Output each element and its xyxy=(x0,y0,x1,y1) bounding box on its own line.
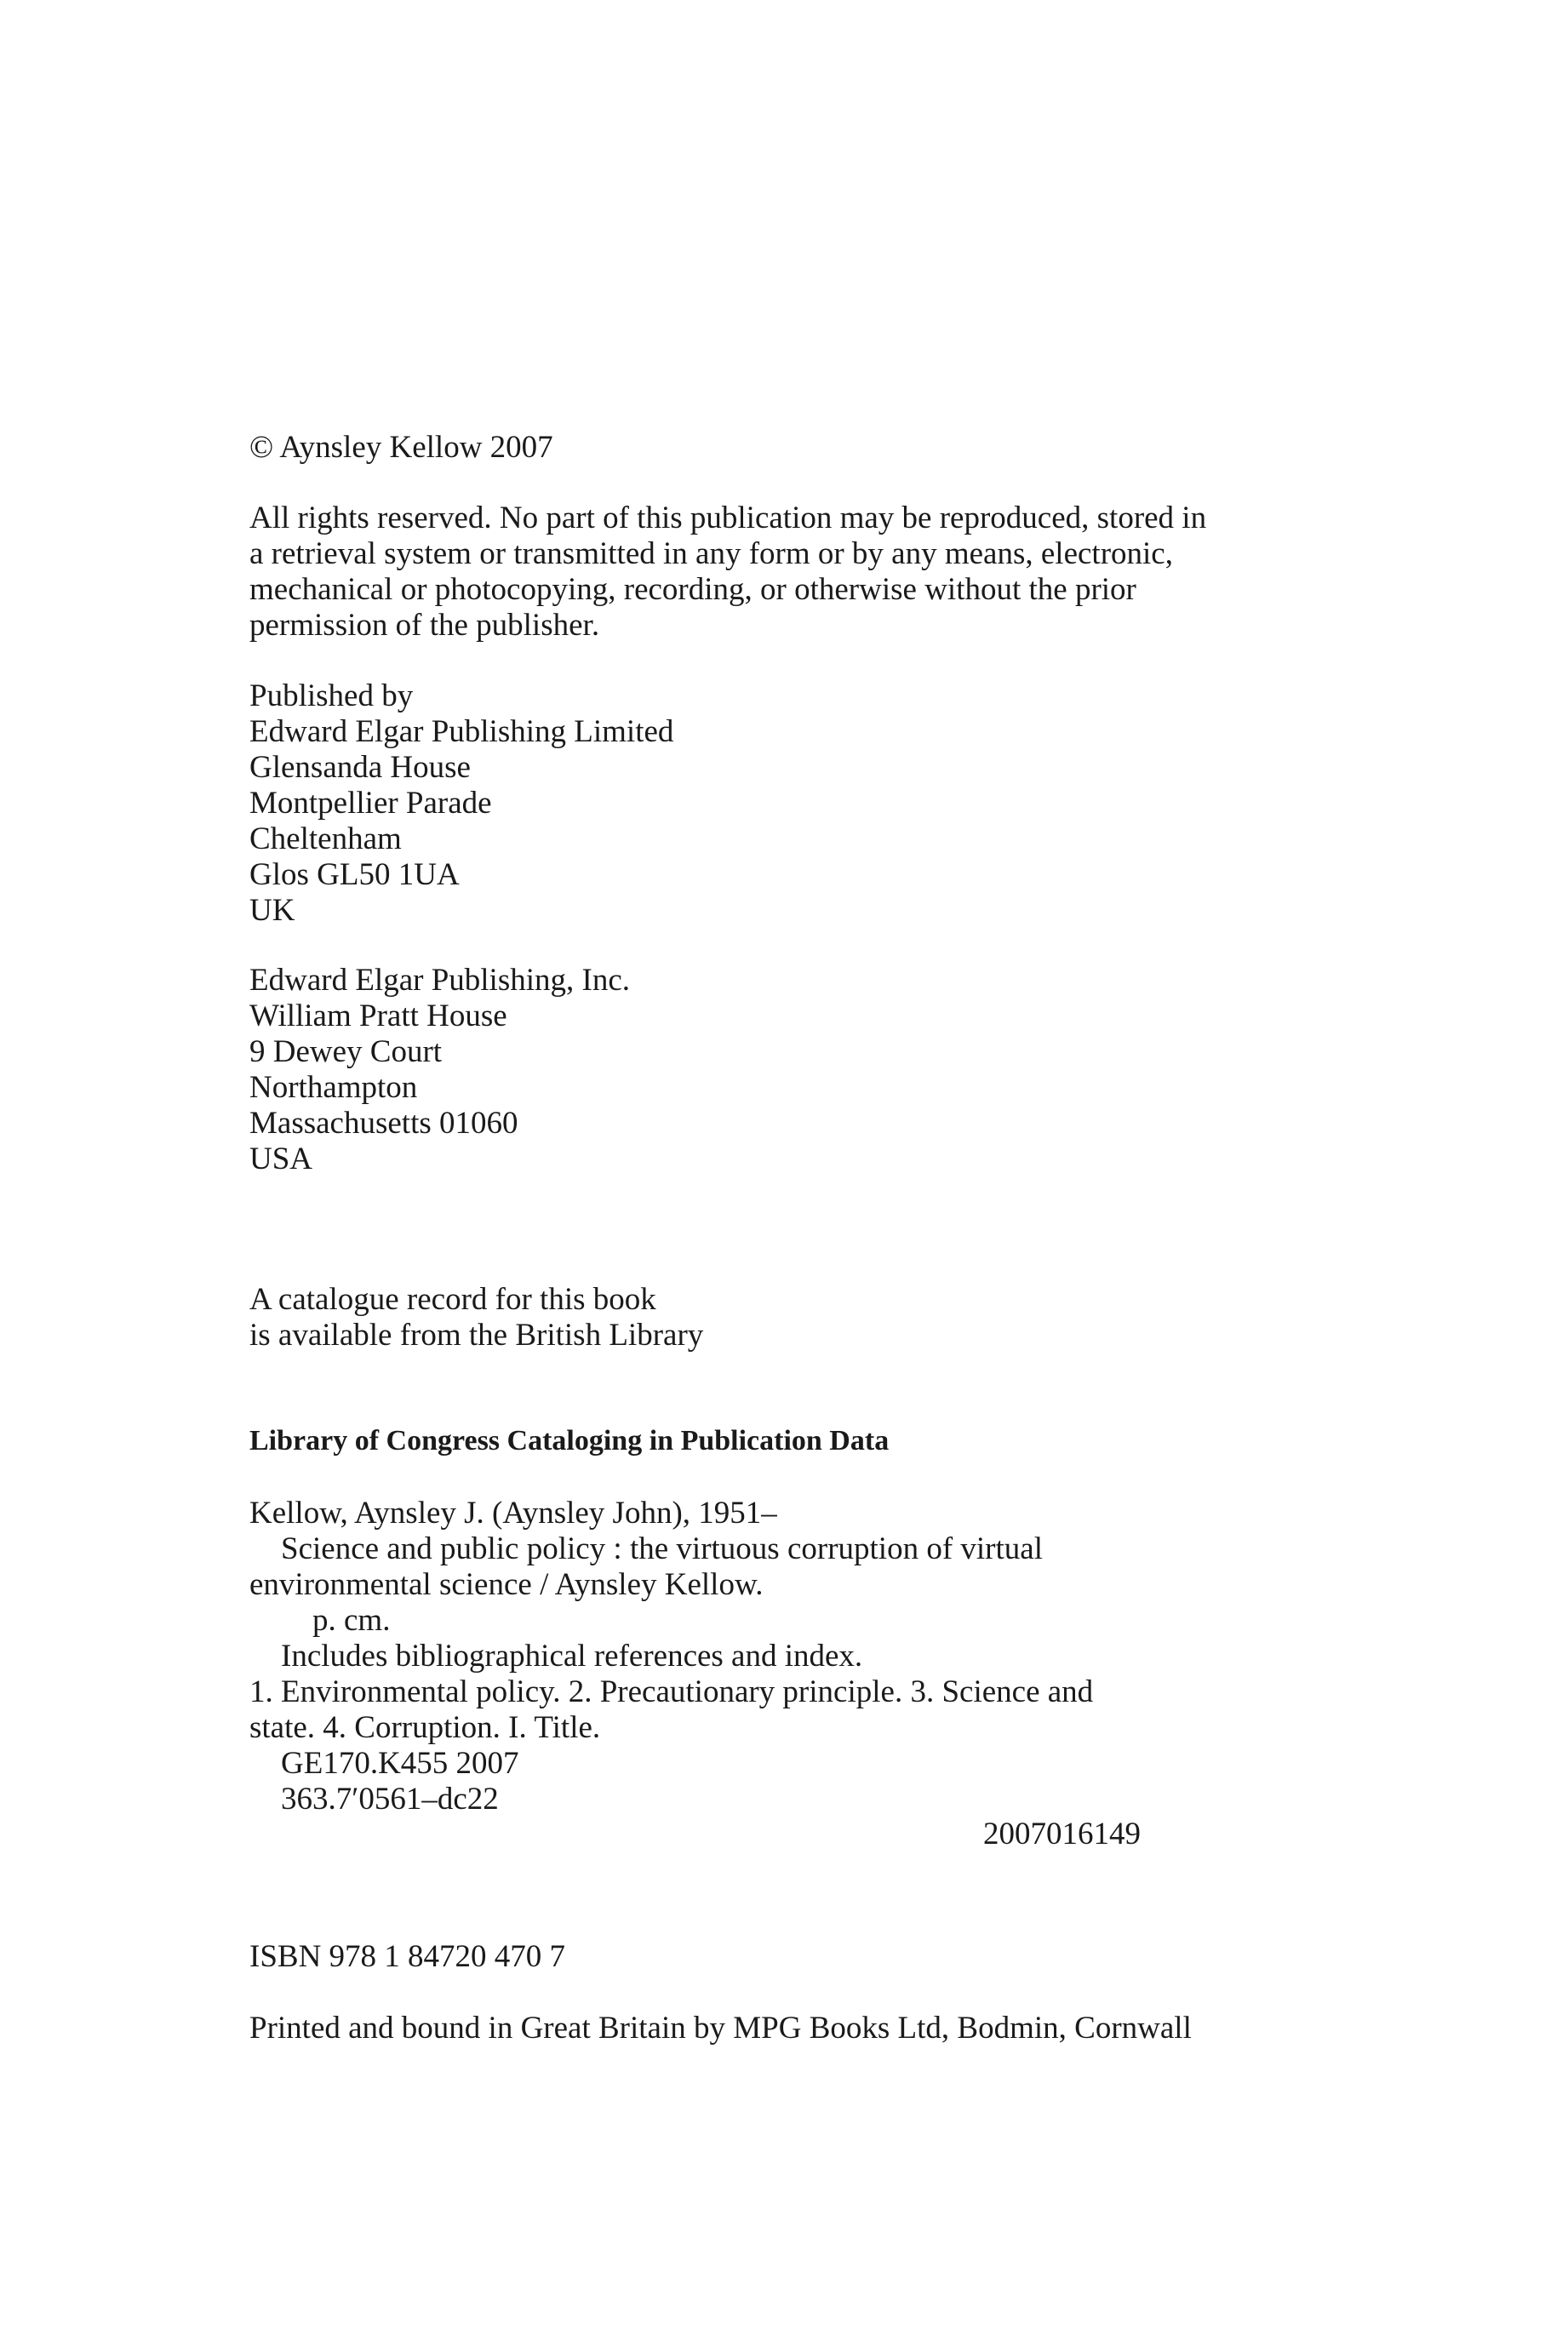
address-line: UK xyxy=(249,893,295,928)
address-line: Northampton xyxy=(249,1070,418,1105)
cip-heading-text: Library of Congress Cataloging in Publication Data xyxy=(249,1425,890,1456)
rights-line: mechanical or photocopying, recording, or otherwise without the prior xyxy=(249,572,1136,607)
address-line: William Pratt House xyxy=(249,999,507,1033)
cip-line: 363.7′0561–dc22 xyxy=(281,1782,499,1817)
printer-line: Printed and bound in Great Britain by MPG Books Ltd, Bodmin, Cornwall xyxy=(249,2011,1192,2046)
catalogue-line: A catalogue record for this book xyxy=(249,1282,656,1317)
printer-notice xyxy=(249,2011,1192,2046)
cip-line: Includes bibliographical references and index. xyxy=(281,1639,863,1674)
cip-line: environmental science / Aynsley Kellow. xyxy=(249,1567,764,1602)
address-line: Edward Elgar Publishing Limited xyxy=(249,714,674,749)
lccn-number: 2007016149 xyxy=(983,1817,1141,1851)
cip-line: Kellow, Aynsley J. (Aynsley John), 1951– xyxy=(249,1496,777,1531)
cip-heading xyxy=(249,1423,889,1459)
british-library-notice xyxy=(249,1282,703,1353)
address-line: Published by xyxy=(249,678,414,713)
rights-line: All rights reserved. No part of this publication may be reproduced, stored in xyxy=(249,501,1207,535)
address-line: Edward Elgar Publishing, Inc. xyxy=(249,963,630,998)
address-line: USA xyxy=(249,1142,313,1176)
cip-line: Science and public policy : the virtuous corruption of virtual xyxy=(281,1531,1043,1566)
cip-line: 1. Environmental policy. 2. Precautionary principle. 3. Science and xyxy=(249,1674,1094,1709)
copyright-notice xyxy=(249,430,553,466)
address-line: Massachusetts 01060 xyxy=(249,1106,518,1141)
copyright-line: © Aynsley Kellow 2007 xyxy=(249,430,553,465)
publisher-uk-address xyxy=(249,678,673,929)
cip-line: p. cm. xyxy=(312,1603,391,1638)
rights-line: a retrieval system or transmitted in any form or by any means, electronic, xyxy=(249,536,1173,571)
publisher-us-address xyxy=(249,963,630,1177)
address-line: Montpellier Parade xyxy=(249,786,492,821)
address-line: 9 Dewey Court xyxy=(249,1034,443,1069)
isbn-line: ISBN 978 1 84720 470 7 xyxy=(249,1939,566,1974)
cip-line: state. 4. Corruption. I. Title. xyxy=(249,1710,601,1745)
rights-statement xyxy=(249,501,1206,644)
isbn xyxy=(249,1939,565,1975)
rights-line: permission of the publisher. xyxy=(249,608,600,643)
catalogue-line: is available from the British Library xyxy=(249,1318,704,1353)
cip-record xyxy=(249,1496,1093,1817)
address-line: Cheltenham xyxy=(249,821,402,856)
cip-line: GE170.K455 2007 xyxy=(281,1746,519,1781)
address-line: Glos GL50 1UA xyxy=(249,857,460,892)
address-line: Glensanda House xyxy=(249,750,471,785)
